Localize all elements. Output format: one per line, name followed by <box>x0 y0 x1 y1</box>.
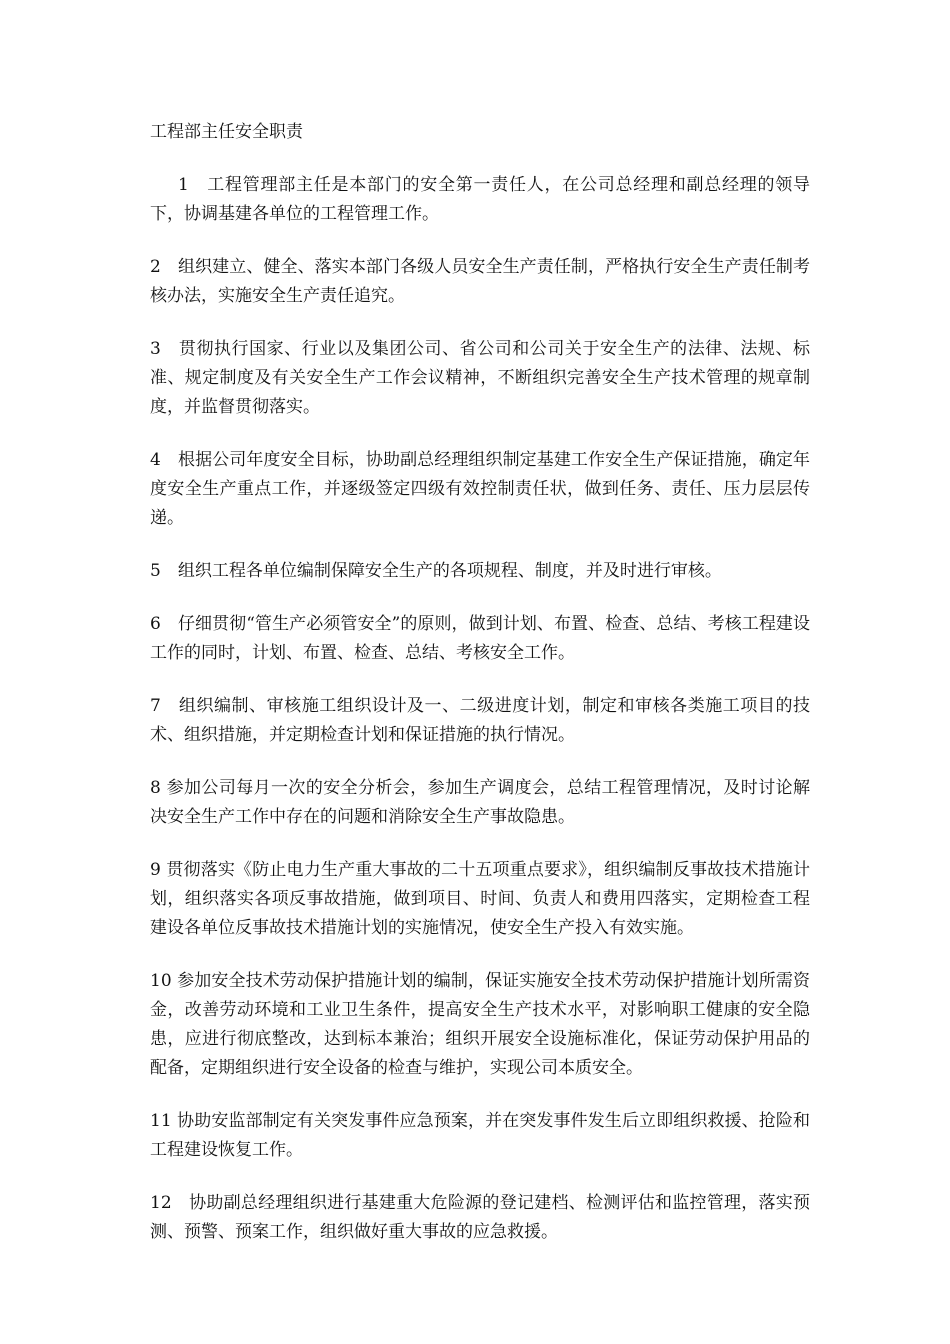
paragraph-3: 3 贯彻执行国家、行业以及集团公司、省公司和公司关于安全生产的法律、法规、标准、规定制度及有关安全生产工作会议精神，不断组织完善安全生产技术管理的规章制度，并监督贯彻落实。 <box>150 339 810 417</box>
paragraph-2: 2 组织建立、健全、落实本部门各级人员安全生产责任制，严格执行安全生产责任制考核办法，实施安全生产责任追究。 <box>150 257 810 306</box>
paragraph-9: 9 贯彻落实《防止电力生产重大事故的二十五项重点要求》，组织编制反事故技术措施计划，组织落实各项反事故措施，做到项目、时间、负责人和费用四落实，定期检查工程建设各单位反事故技术措施计划的实施情况，使安全生产投入有效实施。 <box>150 860 810 938</box>
paragraph-4: 4 根据公司年度安全目标，协助副总经理组织制定基建工作安全生产保证措施，确定年度安全生产重点工作，并逐级签定四级有效控制责任状，做到任务、责任、压力层层传递。 <box>150 450 810 528</box>
paragraph-11: 11 协助安监部制定有关突发事件应急预案，并在突发事件发生后立即组织救援、抢险和工程建设恢复工作。 <box>150 1111 810 1160</box>
paragraph-7: 7 组织编制、审核施工组织设计及一、二级进度计划，制定和审核各类施工项目的技术、组织措施，并定期检查计划和保证措施的执行情况。 <box>150 696 810 745</box>
paragraph-10: 10 参加安全技术劳动保护措施计划的编制，保证实施安全技术劳动保护措施计划所需资金，改善劳动环境和工业卫生条件，提高安全生产技术水平，对影响职工健康的安全隐患，应进行彻底整改，达到标本兼治；组织开展安全设施标准化，保证劳动保护用品的配备，定期组织进行安全设备的检查与维护，实现公司本质安全。 <box>150 971 810 1078</box>
paragraph-6: 6 仔细贯彻“管生产必须管安全”的原则，做到计划、布置、检查、总结、考核工程建设工作的同时，计划、布置、检查、总结、考核安全工作。 <box>150 614 810 663</box>
paragraph-5: 5 组织工程各单位编制保障安全生产的各项规程、制度，并及时进行审核。 <box>150 561 722 581</box>
paragraph-8: 8 参加公司每月一次的安全分析会，参加生产调度会，总结工程管理情况，及时讨论解决安全生产工作中存在的问题和消除安全生产事故隐患。 <box>150 778 810 827</box>
paragraph-1: 1 工程管理部主任是本部门的安全第一责任人，在公司总经理和副总经理的领导下，协调基建各单位的工程管理工作。 <box>150 175 810 224</box>
document-page <box>150 118 810 1271</box>
document-title: 工程部主任安全职责 <box>150 122 303 142</box>
paragraph-12: 12 协助副总经理组织进行基建重大危险源的登记建档、检测评估和监控管理，落实预测、预警、预案工作，组织做好重大事故的应急救援。 <box>150 1193 810 1242</box>
